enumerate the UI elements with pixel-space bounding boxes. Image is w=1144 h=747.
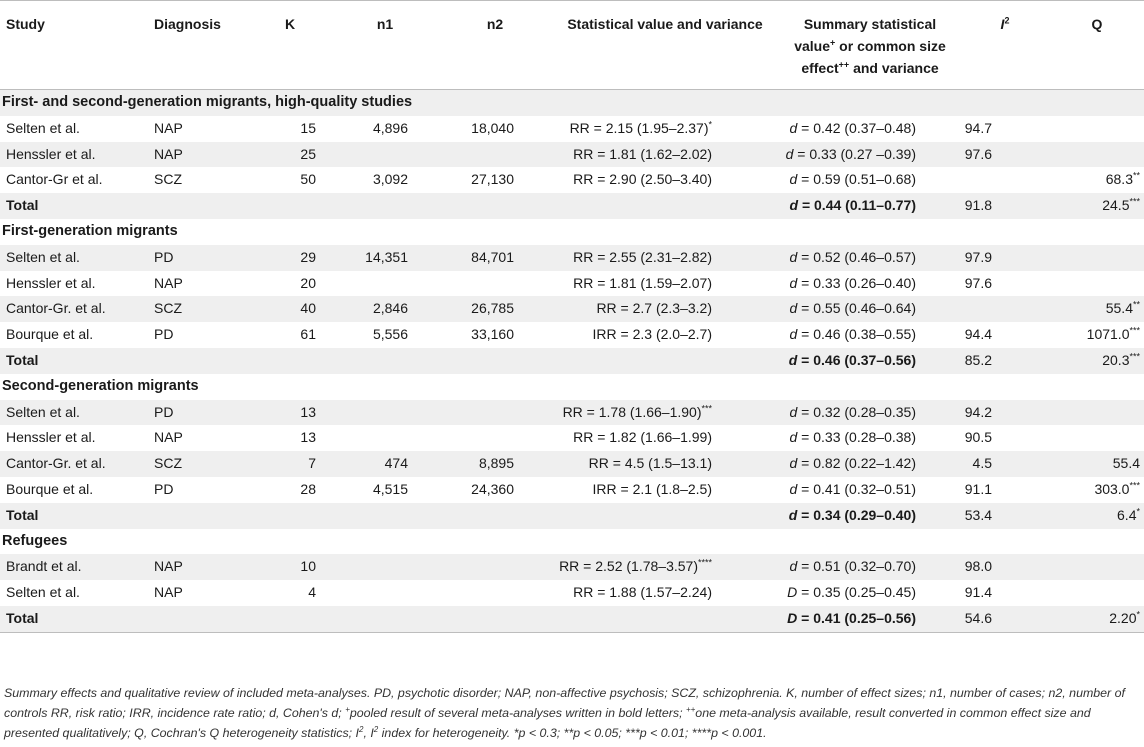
empty-cell [550,503,780,529]
header-n1: n1 [330,1,440,90]
table-body [0,90,1144,632]
empty-cell [440,193,550,219]
study-cell: Bourque et al. [0,322,150,348]
statistical-value-cell [550,296,780,322]
diagnosis-cell: PD [150,477,250,503]
i2-cell: 97.6 [960,271,1050,297]
summary-value: = 0.34 (0.29–0.40) [797,506,916,523]
summary-value: = 0.41 (0.25–0.56) [797,609,916,626]
empty-cell [330,606,440,632]
q-value: 303.0 [1094,480,1130,497]
i2-cell: 90.5 [960,425,1050,451]
header-summary-part3: and variance [849,60,939,76]
statistical-value-cell [550,477,780,503]
stat-value: RR = 2.15 (1.95–2.37) [569,119,709,136]
effect-letter: d [785,145,794,162]
k-cell: 7 [250,451,330,477]
summary-value-cell [780,296,960,322]
q-significance: *** [1129,480,1140,491]
diagnosis-cell: PD [150,322,250,348]
section-row [0,374,1144,400]
n2-cell [440,142,550,168]
header-diagnosis: Diagnosis [150,1,250,90]
statistical-value-cell [550,271,780,297]
q-significance: *** [1129,196,1140,207]
k-cell: 40 [250,296,330,322]
header-summary-sup2: ++ [838,59,850,70]
effect-letter: d [789,197,799,214]
n2-cell [440,271,550,297]
i2-cell: 91.8 [960,193,1050,219]
table-row [0,400,1144,426]
summary-value-cell [780,271,960,297]
n2-cell: 27,130 [440,167,550,193]
summary-value-cell [780,322,960,348]
q-cell [1050,554,1144,580]
n2-cell: 84,701 [440,245,550,271]
k-cell: 13 [250,425,330,451]
summary-value: = 0.46 (0.37–0.56) [797,351,916,368]
summary-value: = 0.33 (0.28–0.38) [797,429,916,446]
statistical-value-cell [550,580,780,606]
q-value: 20.3 [1102,351,1130,368]
summary-value-cell [780,425,960,451]
study-cell: Cantor-Gr. et al. [0,296,150,322]
q-cell [1050,193,1144,219]
n1-cell: 474 [330,451,440,477]
i2-cell: 97.6 [960,142,1050,168]
header-q: Q [1050,1,1144,90]
q-value: 55.4 [1112,455,1140,472]
section-row [0,529,1144,555]
n1-cell: 5,556 [330,322,440,348]
stat-value: RR = 1.88 (1.57–2.24) [573,584,712,601]
diagnosis-cell: NAP [150,142,250,168]
n1-cell: 4,515 [330,477,440,503]
stat-value: RR = 4.5 (1.5–13.1) [588,455,712,472]
empty-cell [330,193,440,219]
statistical-value-cell [550,425,780,451]
empty-cell [440,348,550,374]
diagnosis-cell: SCZ [150,167,250,193]
caption-sup-b: ++ [685,704,696,714]
total-row [0,503,1144,529]
effect-letter: d [789,171,798,188]
summary-value-cell [780,477,960,503]
total-summary-cell [780,193,960,219]
table-row [0,322,1144,348]
summary-value: = 0.44 (0.11–0.77) [798,197,916,214]
statistical-value-cell [550,167,780,193]
q-cell [1050,451,1144,477]
i2-cell [960,167,1050,193]
study-cell: Henssler et al. [0,142,150,168]
summary-value-cell [780,142,960,168]
k-cell: 4 [250,580,330,606]
section-row [0,219,1144,245]
study-cell: Selten et al. [0,245,150,271]
q-cell [1050,245,1144,271]
caption-sup-d: 2 [373,724,379,734]
stat-value: RR = 2.7 (2.3–3.2) [596,300,712,317]
effect-letter: d [789,558,798,575]
header-n2: n2 [440,1,550,90]
n1-cell [330,400,440,426]
diagnosis-cell: NAP [150,580,250,606]
i2-cell: 97.9 [960,245,1050,271]
table-row [0,425,1144,451]
empty-cell [250,193,330,219]
q-cell [1050,503,1144,529]
n2-cell: 8,895 [440,451,550,477]
q-significance: *** [1129,325,1140,336]
header-summary-value [780,1,960,90]
summary-value-cell [780,451,960,477]
table-caption [4,683,1140,743]
q-significance: ** [1132,299,1140,310]
caption-text-e: index for heterogeneity. *p < 0.3; **p < 0.05; ***p < 0.01; ****p < 0.001. [378,726,767,740]
empty-cell [550,348,780,374]
diagnosis-cell: PD [150,400,250,426]
statistical-value-cell [550,554,780,580]
k-cell: 20 [250,271,330,297]
stat-value: RR = 1.78 (1.66–1.90) [562,403,702,420]
caption-text-d: , I [363,726,374,740]
header-summary-part2: or common size effect [801,38,946,76]
diagnosis-cell: NAP [150,554,250,580]
n2-cell: 26,785 [440,296,550,322]
statistical-value-cell [550,245,780,271]
effect-letter: d [789,326,798,343]
summary-value-cell [780,554,960,580]
q-value: 55.4 [1105,300,1133,317]
diagnosis-cell: SCZ [150,451,250,477]
effect-letter: d [789,480,798,497]
q-cell [1050,322,1144,348]
q-cell [1050,167,1144,193]
i2-cell: 94.7 [960,116,1050,142]
table-row [0,477,1144,503]
empty-cell [440,606,550,632]
n1-cell: 3,092 [330,167,440,193]
stat-value: RR = 2.90 (2.50–3.40) [573,171,712,188]
summary-value: = 0.52 (0.46–0.57) [797,248,916,265]
section-title: Second-generation migrants [0,374,1144,400]
effect-letter: d [789,300,798,317]
caption-text-c: one meta-analysis available, result converted in common effect size and presented qualitatively; Q, Cochran's Q heterogeneity statistics; I [4,706,1091,740]
summary-value: = 0.41 (0.32–0.51) [797,480,916,497]
summary-value: = 0.42 (0.37–0.48) [797,119,916,136]
caption-text-a: Summary effects and qualitative review of included meta-analyses. PD, psychotic disorder; NAP, non-affective psychosis; SCZ, schizophrenia. K, number of effect sizes; n1, number of cases; n2, number of controls RR, risk ratio; IRR, incidence rate ratio; d, Cohen's d; [4,686,1125,720]
section-title: First- and second-generation migrants, high-quality studies [0,90,1144,116]
table-row [0,271,1144,297]
statistical-value-cell [550,451,780,477]
q-cell [1050,142,1144,168]
study-cell: Cantor-Gr. et al. [0,451,150,477]
header-statistical-value: Statistical value and variance [550,1,780,90]
total-summary-cell [780,606,960,632]
n1-cell [330,554,440,580]
diagnosis-cell: NAP [150,271,250,297]
caption-sup-c: 2 [359,724,364,734]
q-cell [1050,477,1144,503]
n1-cell: 2,846 [330,296,440,322]
effect-letter: d [789,429,798,446]
caption-text-b: pooled result of several meta-analyses written in bold letters; [349,706,686,720]
summary-value-cell [780,167,960,193]
effect-letter: d [789,274,798,291]
table-row [0,116,1144,142]
n2-cell: 33,160 [440,322,550,348]
q-significance: ** [1132,170,1140,181]
stat-value: IRR = 2.3 (2.0–2.7) [592,326,712,343]
n1-cell [330,142,440,168]
total-row [0,606,1144,632]
summary-value-cell [780,245,960,271]
total-summary-cell [780,503,960,529]
i2-cell: 94.2 [960,400,1050,426]
header-i2-letter: I [1000,16,1005,32]
caption-sup-a: + [345,704,350,714]
q-cell [1050,271,1144,297]
empty-cell [250,348,330,374]
empty-cell [150,348,250,374]
effect-letter: D [787,584,798,601]
empty-cell [250,606,330,632]
q-significance: * [1136,609,1140,620]
study-cell: Selten et al. [0,400,150,426]
header-i2 [960,1,1050,90]
table-row [0,142,1144,168]
effect-letter: d [788,506,798,523]
section-row [0,90,1144,116]
stat-significance: **** [697,557,712,568]
stat-value: RR = 2.55 (2.31–2.82) [573,248,712,265]
i2-cell [960,296,1050,322]
i2-cell: 4.5 [960,451,1050,477]
table-header [0,1,1144,90]
stat-significance: * [708,119,712,130]
i2-cell: 98.0 [960,554,1050,580]
study-cell: Cantor-Gr et al. [0,167,150,193]
q-cell [1050,400,1144,426]
table-row [0,554,1144,580]
q-cell [1050,425,1144,451]
table-bottom-rule [0,632,1144,633]
empty-cell [150,193,250,219]
k-cell: 13 [250,400,330,426]
total-row [0,348,1144,374]
q-value: 68.3 [1105,171,1133,188]
n1-cell [330,425,440,451]
n1-cell: 4,896 [330,116,440,142]
summary-value-cell [780,400,960,426]
header-summary-sup1: + [830,37,836,48]
n1-cell: 14,351 [330,245,440,271]
k-cell: 61 [250,322,330,348]
k-cell: 29 [250,245,330,271]
summary-value: = 0.55 (0.46–0.64) [797,300,916,317]
summary-value: = 0.33 (0.27 –0.39) [793,145,916,162]
table-row [0,580,1144,606]
summary-value: = 0.59 (0.51–0.68) [797,171,916,188]
empty-cell [250,503,330,529]
summary-value-cell [780,580,960,606]
total-label: Total [0,503,150,529]
study-cell: Henssler et al. [0,271,150,297]
study-cell: Henssler et al. [0,425,150,451]
total-label: Total [0,606,150,632]
empty-cell [150,606,250,632]
empty-cell [550,606,780,632]
diagnosis-cell: NAP [150,116,250,142]
statistical-value-cell [550,116,780,142]
header-study: Study [0,1,150,90]
section-title: Refugees [0,529,1144,555]
q-value: 24.5 [1102,197,1130,214]
header-k: K [250,1,330,90]
table-row [0,167,1144,193]
empty-cell [440,503,550,529]
total-summary-cell [780,348,960,374]
q-value: 6.4 [1117,506,1137,523]
summary-value: = 0.82 (0.22–1.42) [797,455,916,472]
stat-value: RR = 1.81 (1.62–2.02) [573,145,712,162]
effect-letter: D [787,609,798,626]
n1-cell [330,580,440,606]
summary-value: = 0.32 (0.28–0.35) [797,403,916,420]
q-cell [1050,296,1144,322]
effect-letter: d [789,455,798,472]
summary-value: = 0.33 (0.26–0.40) [797,274,916,291]
section-title: First-generation migrants [0,219,1144,245]
k-cell: 28 [250,477,330,503]
diagnosis-cell: PD [150,245,250,271]
stat-value: RR = 1.81 (1.59–2.07) [573,274,712,291]
q-significance: * [1136,506,1140,517]
k-cell: 50 [250,167,330,193]
n1-cell [330,271,440,297]
n2-cell [440,580,550,606]
n2-cell: 24,360 [440,477,550,503]
empty-cell [330,348,440,374]
empty-cell [150,503,250,529]
q-cell [1050,348,1144,374]
n2-cell: 18,040 [440,116,550,142]
q-value: 2.20 [1109,609,1137,626]
q-cell [1050,606,1144,632]
i2-cell: 91.1 [960,477,1050,503]
i2-cell: 94.4 [960,322,1050,348]
header-summary-part1: Summary statistical value [794,16,937,54]
table-row [0,296,1144,322]
statistical-value-cell [550,322,780,348]
summary-value-cell [780,116,960,142]
study-cell: Brandt et al. [0,554,150,580]
n2-cell [440,400,550,426]
study-cell: Selten et al. [0,580,150,606]
i2-cell: 85.2 [960,348,1050,374]
n2-cell [440,425,550,451]
table-row [0,451,1144,477]
empty-cell [550,193,780,219]
empty-cell [330,503,440,529]
summary-value: = 0.51 (0.32–0.70) [797,558,916,575]
diagnosis-cell: SCZ [150,296,250,322]
i2-cell: 53.4 [960,503,1050,529]
total-label: Total [0,193,150,219]
k-cell: 10 [250,554,330,580]
total-label: Total [0,348,150,374]
k-cell: 15 [250,116,330,142]
stat-value: RR = 2.52 (1.78–3.57) [559,558,698,575]
summary-value: = 0.46 (0.38–0.55) [797,326,916,343]
stat-value: IRR = 2.1 (1.8–2.5) [592,480,712,497]
q-cell [1050,580,1144,606]
study-cell: Selten et al. [0,116,150,142]
stat-significance: *** [701,402,712,413]
table-row [0,245,1144,271]
i2-cell: 91.4 [960,580,1050,606]
effect-letter: d [788,351,798,368]
effect-letter: d [789,248,798,265]
stat-value: RR = 1.82 (1.66–1.99) [573,429,712,446]
total-row [0,193,1144,219]
i2-cell: 54.6 [960,606,1050,632]
statistical-value-cell [550,142,780,168]
effect-letter: d [789,403,798,420]
statistical-value-cell [550,400,780,426]
effect-letter: d [789,119,798,136]
q-cell [1050,116,1144,142]
k-cell: 25 [250,142,330,168]
summary-value: = 0.35 (0.25–0.45) [797,584,916,601]
diagnosis-cell: NAP [150,425,250,451]
q-significance: *** [1129,351,1140,362]
n2-cell [440,554,550,580]
header-i2-sup: 2 [1004,15,1010,26]
q-value: 1071.0 [1086,326,1130,343]
study-cell: Bourque et al. [0,477,150,503]
